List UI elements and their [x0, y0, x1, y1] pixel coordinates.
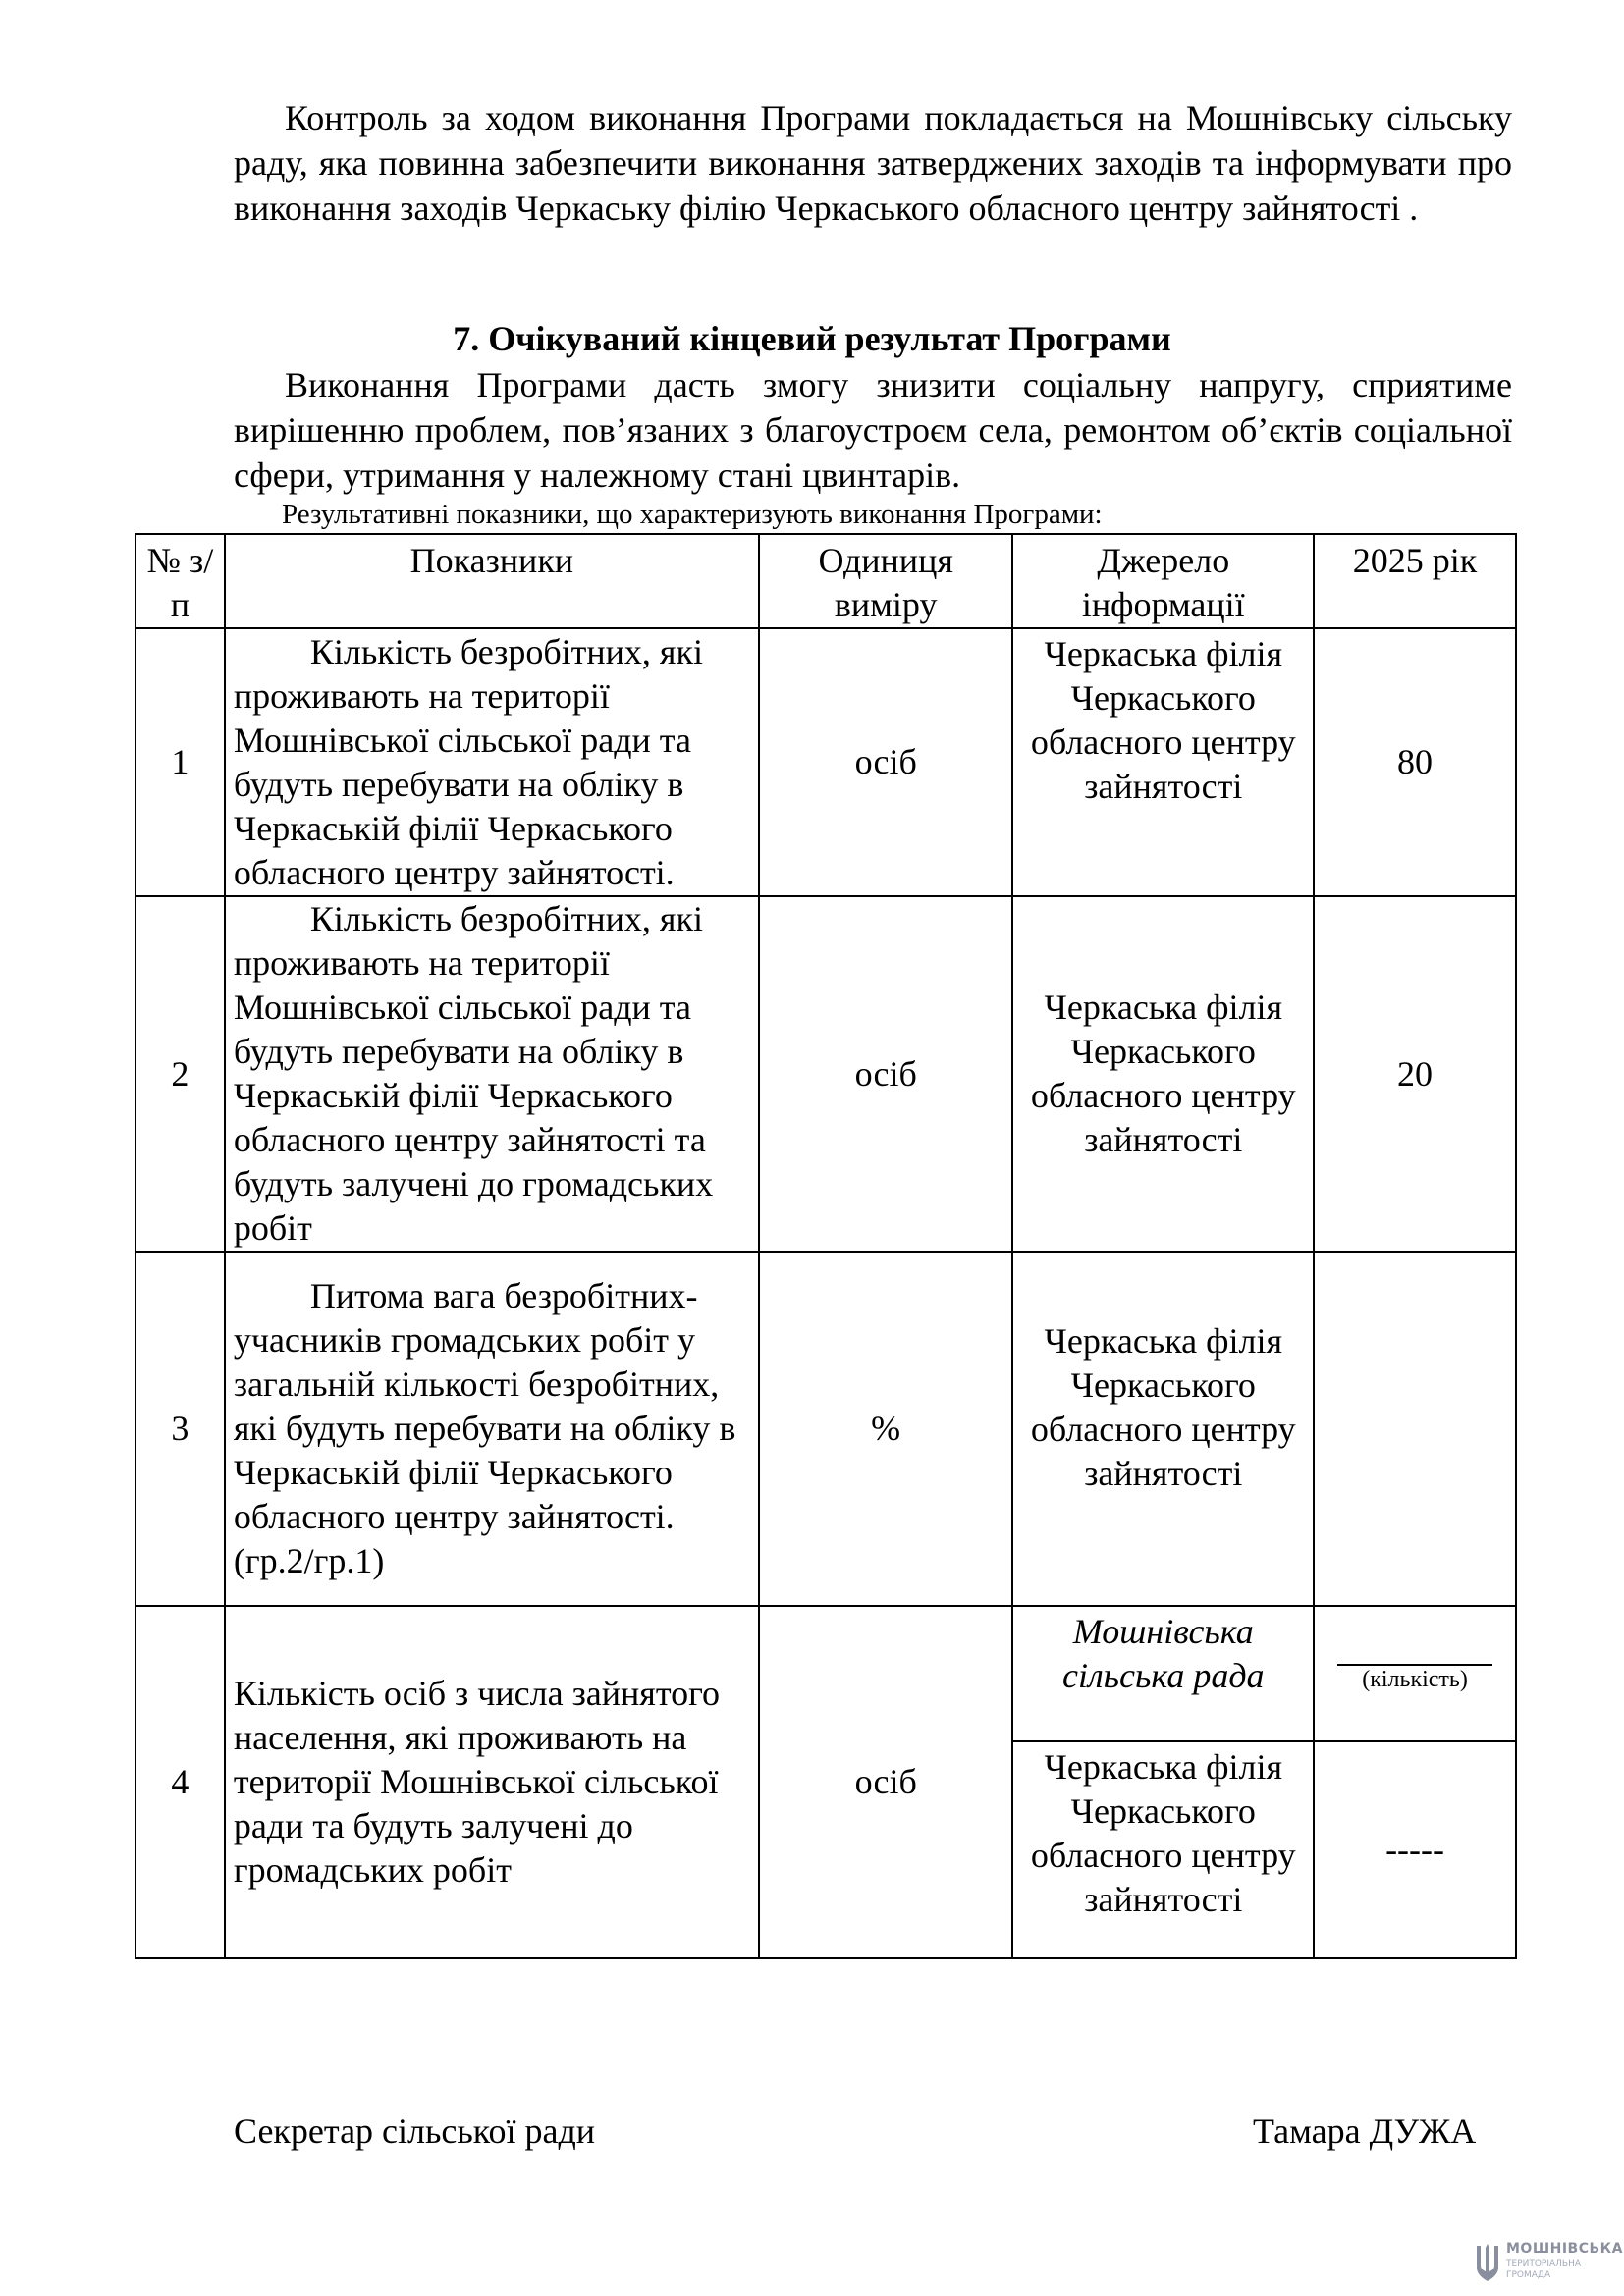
quantity-note: (кількість) [1362, 1667, 1468, 1692]
row-value [1314, 1252, 1516, 1606]
table-row [135, 628, 1516, 896]
row-source-council: Мошнівська сільська рада [1012, 1606, 1314, 1741]
row-source: Черкаська філія Черкаського обласного центру зайнятості [1012, 896, 1314, 1252]
signature-position: Секретар сільської ради [234, 2111, 596, 2151]
row-unit: осіб [759, 628, 1013, 896]
row-indicator-first-line: Кількість безробітних, які [309, 899, 703, 938]
row-source-center: Черкаська філія Черкаського обласного центру зайнятості [1012, 1741, 1314, 1958]
header-num: № з/п [135, 534, 225, 628]
signature-name: Тамара ДУЖА [1253, 2111, 1477, 2151]
watermark-title: МОШНІВСЬКА [1506, 2241, 1623, 2257]
row-indicator-text: проживають на території Мошнівської сільської ради та будуть перебувати на обліку в Черкаській філії Черкаського обласного центру зайнятості. [233, 675, 691, 892]
header-year: 2025 рік [1314, 534, 1516, 628]
row-indicator-text: проживають на території Мошнівської сільської ради та будуть перебувати на обліку в Черкаській філії Черкаського обласного центру зайнятості та будуть залучені до громадських робіт [233, 943, 714, 1248]
row-indicator: Кількість осіб з числа зайнятого населення, які проживають на території Мошнівської сільської ради та будуть залучені до громадських робіт [225, 1606, 759, 1958]
section-paragraph: Виконання Програми дасть змогу знизити соціальну напругу, сприятиме вирішенню проблем, пов’язаних з благоустроєм села, ремонтом об’єктів соціальної сфери, утримання у належному стані цвинтарів. [234, 365, 1512, 495]
row-indicator [225, 896, 759, 1252]
row-unit: % [759, 1252, 1013, 1606]
header-indicator: Показники [225, 534, 759, 628]
indicators-table [135, 533, 1517, 1959]
intro-paragraph: Контроль за ходом виконання Програми покладається на Мошнівську сільську раду, яка повинна забезпечити виконання затверджених заходів та інформувати про виконання заходів Черкаську філію Черкаського обласного центру зайнятості . [234, 98, 1512, 228]
row-indicator-first-line: Кількість безробітних, які [309, 631, 703, 671]
watermark-line1: ТЕРИТОРІАЛЬНА [1506, 2259, 1582, 2269]
table-row [135, 1252, 1516, 1606]
row-value: 20 [1314, 896, 1516, 1252]
header-unit: Одиниця виміру [759, 534, 1013, 628]
table-row [135, 896, 1516, 1252]
row-indicator-text: учасників громадських робіт у загальній кількості безробітних, які будуть перебувати на обліку в Черкаській філії Черкаського обласного центру зайнятості. (гр.2/гр.1) [233, 1320, 736, 1580]
table-row [135, 1606, 1516, 1741]
watermark-line2: ГРОМАДА [1506, 2270, 1551, 2280]
trident-emblem-icon [1474, 2242, 1501, 2283]
row-number: 3 [135, 1252, 225, 1606]
row-source: Черкаська філія Черкаського обласного центру зайнятості [1012, 628, 1314, 896]
row-unit: осіб [759, 896, 1013, 1252]
row-unit: осіб [759, 1606, 1013, 1958]
row-value-council [1314, 1606, 1516, 1741]
row-value-center: ----- [1314, 1741, 1516, 1958]
row-indicator [225, 1252, 759, 1606]
row-indicator [225, 628, 759, 896]
row-number: 1 [135, 628, 225, 896]
table-header-row [135, 534, 1516, 628]
row-value: 80 [1314, 628, 1516, 896]
community-watermark [1474, 2240, 1621, 2287]
table-caption: Результативні показники, що характеризують виконання Програми: [282, 499, 1103, 530]
row-number: 4 [135, 1606, 225, 1958]
section-heading: 7. Очікуваний кінцевий результат Програми [453, 319, 1171, 358]
row-indicator-first-line: Питома вага безробітних- [309, 1276, 698, 1315]
header-source: Джерело інформації [1012, 534, 1314, 628]
row-number: 2 [135, 896, 225, 1252]
row-source: Черкаська філія Черкаського обласного центру зайнятості [1012, 1252, 1314, 1606]
